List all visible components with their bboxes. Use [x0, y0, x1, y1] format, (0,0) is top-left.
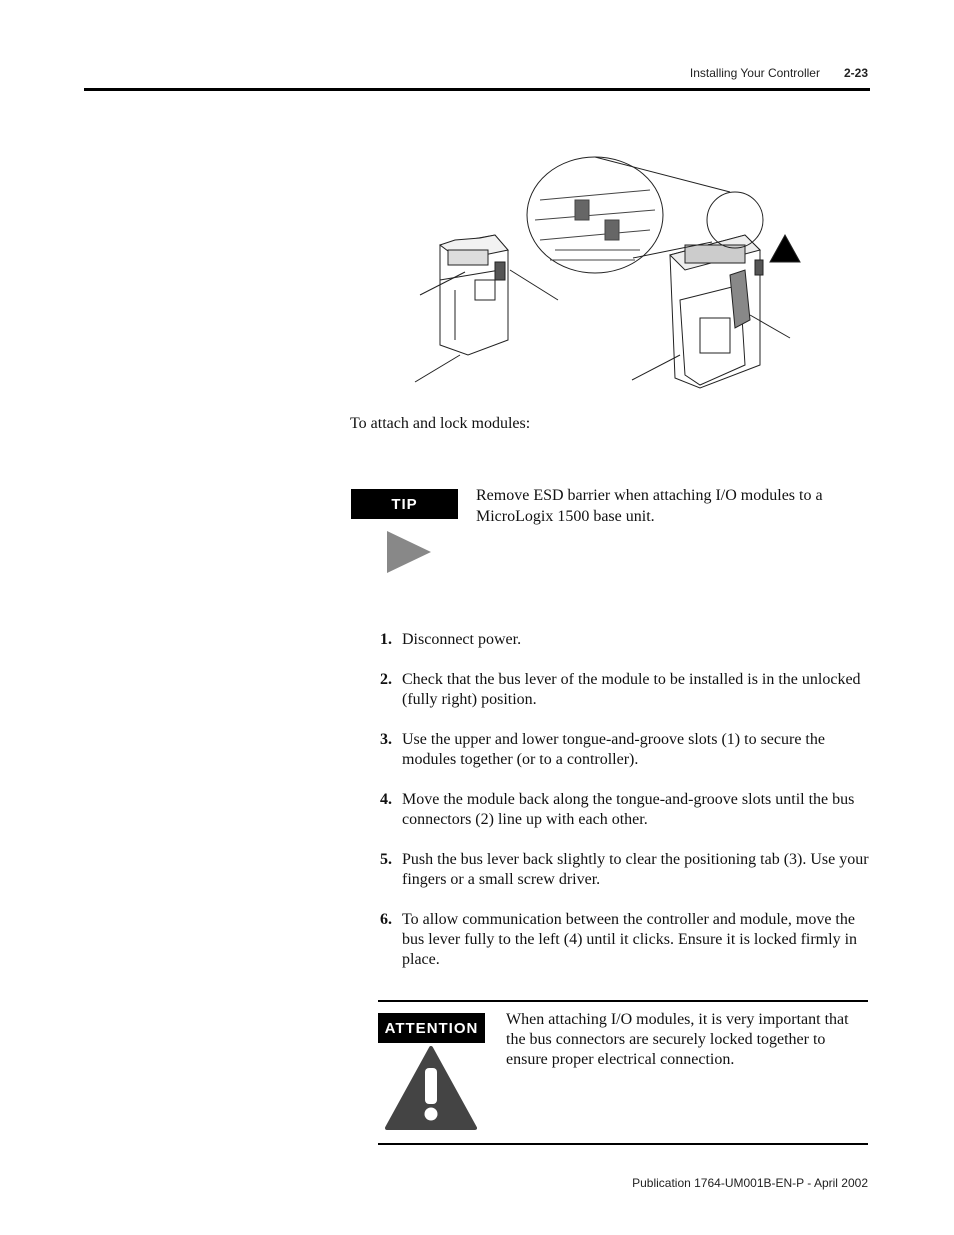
- step-number: 4.: [380, 791, 392, 808]
- step-text: Move the module back along the tongue-and-groove slots until the bus connectors (2) line up with each other.: [402, 791, 855, 828]
- attention-rule-bottom: [378, 1143, 868, 1145]
- controller-drawing: [670, 235, 763, 388]
- step-text: Check that the bus lever of the module to be installed is in the unlocked (fully right) position.: [402, 671, 861, 708]
- header-rule: [84, 88, 870, 91]
- header-page-number: 2-23: [843, 66, 868, 80]
- intro-text: To attach and lock modules:: [350, 415, 531, 432]
- list-item: [362, 790, 870, 830]
- list-item: [362, 850, 870, 890]
- attention-rule-top: [378, 1000, 868, 1002]
- step-number: 2.: [380, 671, 392, 688]
- header-section-title: Installing Your Controller: [689, 66, 820, 80]
- attention-badge: ATTENTION: [378, 1013, 485, 1043]
- step-number: 1.: [380, 631, 392, 648]
- warning-triangle-icon: [385, 1046, 477, 1130]
- tip-badge: TIP: [351, 489, 458, 519]
- step-text: To allow communication between the controller and module, move the bus lever fully to the left (4) until it clicks. Ensure it is locked firmly in place.: [402, 911, 858, 968]
- step-text: Disconnect power.: [402, 631, 522, 648]
- step-number: 5.: [380, 851, 392, 868]
- list-item: [362, 630, 870, 650]
- list-item: [362, 910, 870, 970]
- tip-arrow-icon: [387, 531, 431, 573]
- attention-text: When attaching I/O modules, it is very important that the bus connectors are securely locked together to ensure proper electrical connection.: [506, 1011, 849, 1068]
- module-attach-illustration: [400, 150, 820, 400]
- list-item: [362, 730, 870, 770]
- io-module-drawing: [440, 235, 508, 355]
- tip-text: Remove ESD barrier when attaching I/O modules to a MicroLogix 1500 base unit.: [476, 487, 823, 525]
- running-header: [690, 66, 868, 80]
- step-number: 6.: [380, 911, 392, 928]
- step-number: 3.: [380, 731, 392, 748]
- step-text: Push the bus lever back slightly to clear the positioning tab (3). Use your fingers or a small screw driver.: [402, 851, 869, 888]
- step-text: Use the upper and lower tongue-and-groove slots (1) to secure the modules together (or to a controller).: [402, 731, 825, 768]
- list-item: [362, 670, 870, 710]
- procedure-steps: [362, 630, 870, 990]
- publication-footer: Publication 1764-UM001B-EN-P - April 2002: [632, 1176, 868, 1190]
